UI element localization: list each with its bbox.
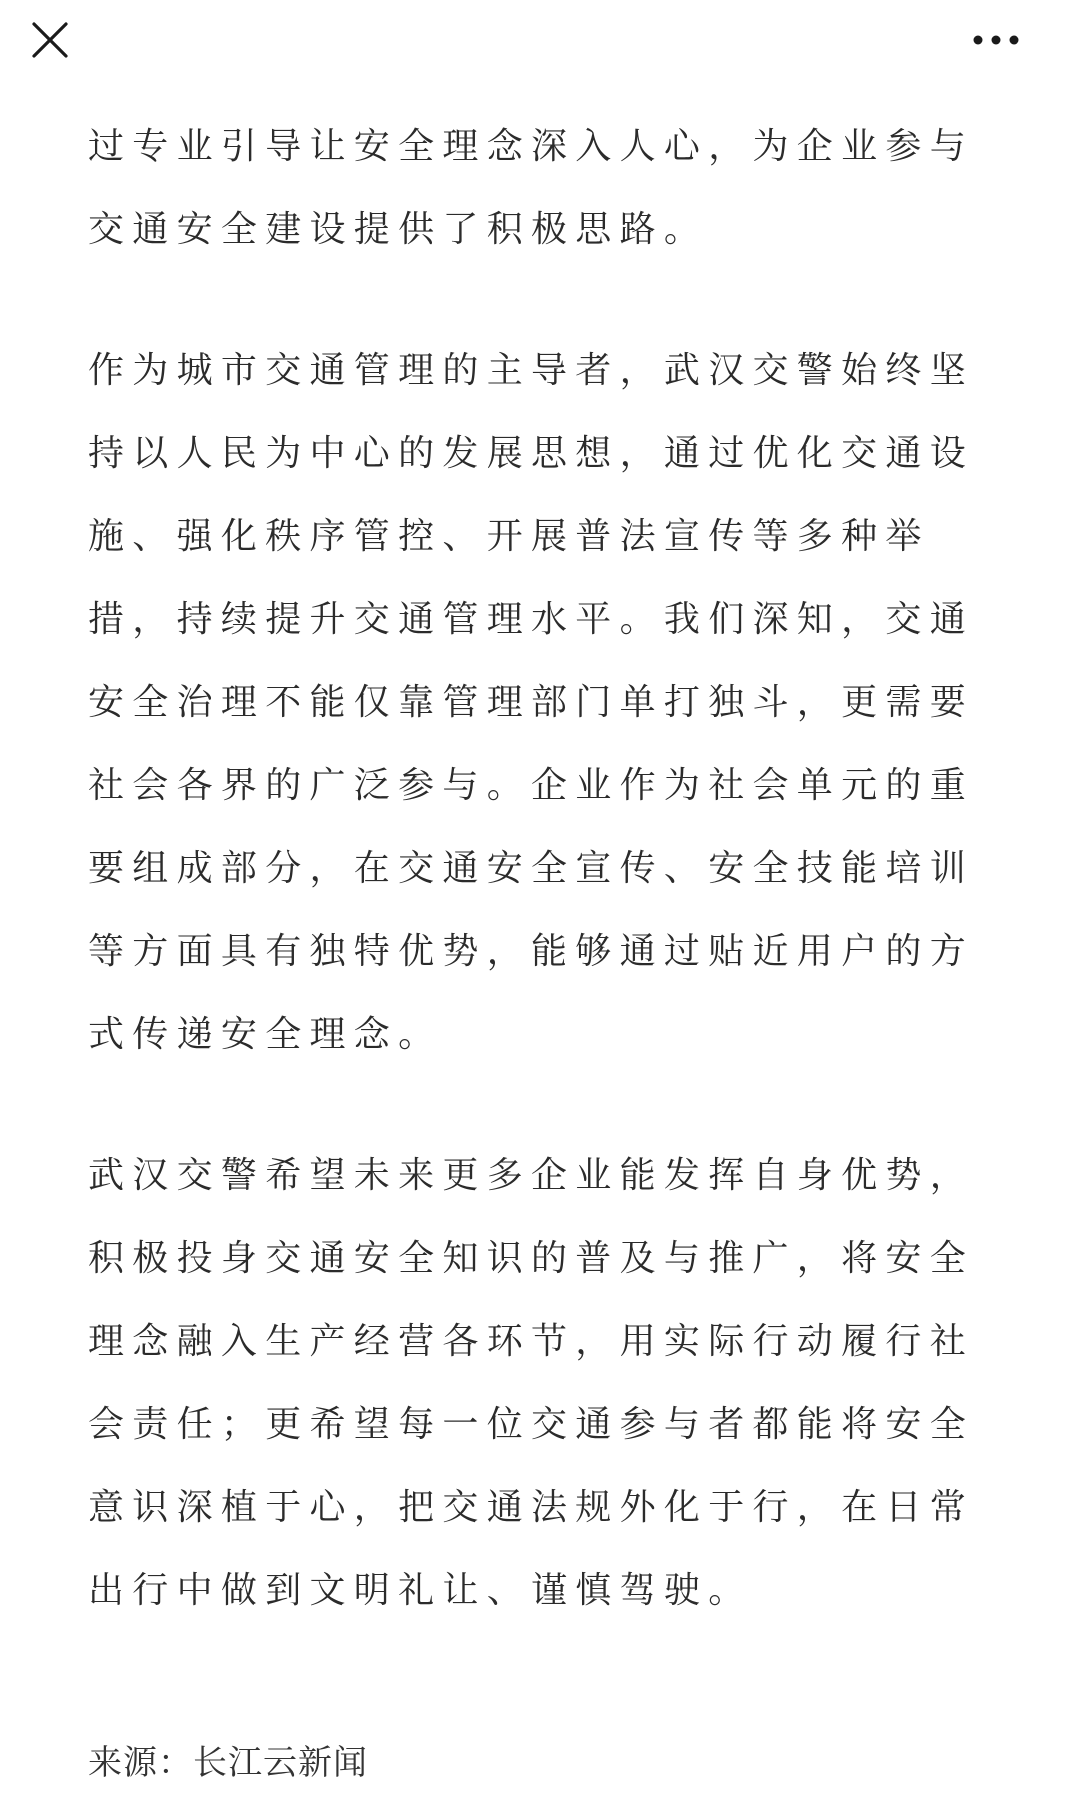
more-horizontal-icon bbox=[972, 34, 1020, 46]
article-paragraph: 过专业引导让安全理念深入人心，为企业参与交通安全建设提供了积极思路。 bbox=[88, 126, 975, 250]
article-paragraph: 作为城市交通管理的主导者，武汉交警始终坚持以人民为中心的发展思想，通过优化交通设施、强化秩序管控、开展普法宣传等多种举措，持续提升交通管理水平。我们深知，交通安全治理不能仅靠管理部门单打独斗，更需要社会各界的广泛参与。企业作为社会单元的重要组成部分，在交通安全宣传、安全技能培训等方面具有独特优势，能够通过贴近用户的方式传递安全理念。 bbox=[88, 350, 975, 1055]
close-icon bbox=[31, 21, 69, 59]
more-options-button[interactable] bbox=[964, 16, 1028, 64]
close-button[interactable] bbox=[26, 16, 74, 64]
article-source: 来源：长江云新闻 bbox=[88, 1743, 368, 1783]
top-navigation-bar bbox=[0, 0, 1070, 80]
article-body bbox=[88, 105, 988, 1632]
article-paragraph: 武汉交警希望未来更多企业能发挥自身优势，积极投身交通安全知识的普及与推广，将安全理念融入生产经营各环节，用实际行动履行社会责任；更希望每一位交通参与者都能将安全意识深植于心，把交通法规外化于行，在日常出行中做到文明礼让、谨慎驾驶。 bbox=[88, 1155, 975, 1611]
